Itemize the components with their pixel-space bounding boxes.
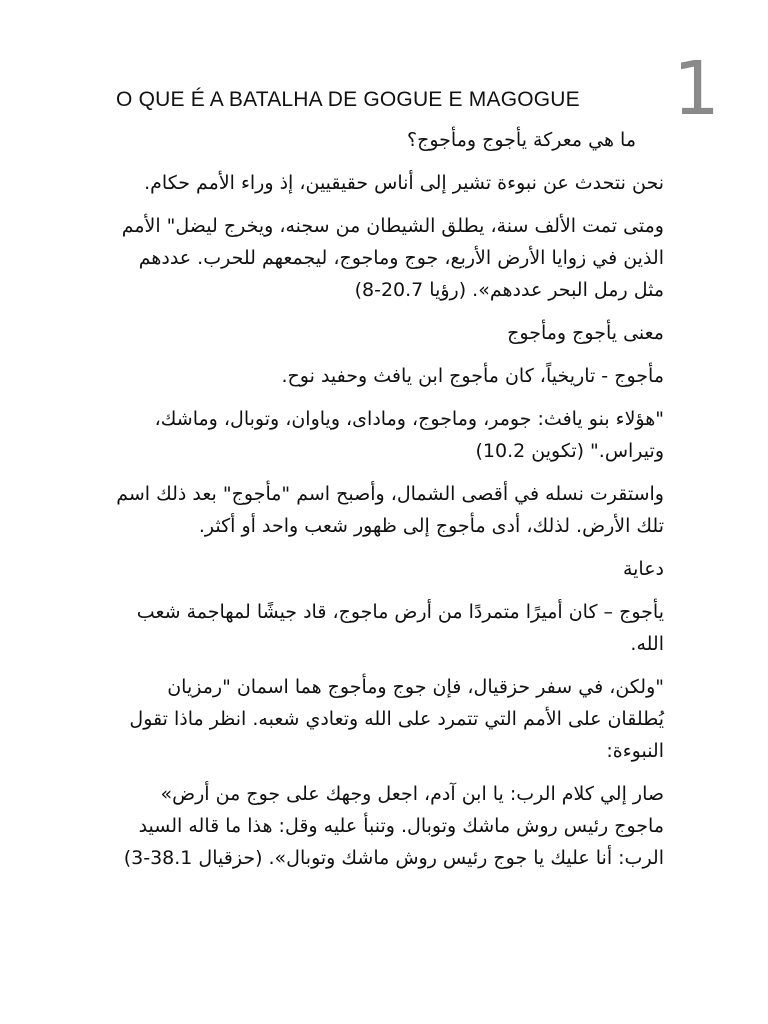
section-heading-meaning: معنى يأجوج ومأجوج (507, 322, 664, 344)
section-heading-propaganda: دعاية (622, 558, 664, 580)
page-number: 1 (672, 46, 720, 132)
paragraph-magog-history: مأجوج - تاريخياً، كان مأجوج ابن يافث وحفيد نوح. (281, 365, 664, 387)
paragraph-revelation-quote: ومتى تمت الألف سنة، يطلق الشيطان من سجنه، ويخرج ليضل" الأمم الذين في زوايا الأرض الأربع، جوج وماجوج، ليجمعهم للحرب. عددهم مثل رمل البحر عددهم». (رؤيا 20.7-8) (121, 215, 664, 301)
document-body (108, 124, 664, 885)
paragraph-ezekiel-quote: صار إلي كلام الرب: يا ابن آدم، اجعل وجهك على جوج من أرض» ماجوج رئيس روش ماشك وتوبال. وتنبأ عليه وقل: هذا ما قاله السيد الرب: أنا عليك يا جوج رئيس روش ماشك وتوبال». (حزقيال 38.1-3) (123, 783, 664, 869)
paragraph-north-settlement: واستقرت نسله في أقصى الشمال، وأصبح اسم "مأجوج" بعد ذلك اسم تلك الأرض. لذلك، أدى مأجوج إلى ظهور شعب واحد أو أكثر. (116, 483, 664, 537)
arabic-title: ما هي معركة يأجوج ومأجوج؟ (407, 129, 636, 151)
page-title: O QUE É A BATALHA DE GOGUE E MAGOGUE (116, 88, 580, 111)
paragraph-intro: نحن نتحدث عن نبوءة تشير إلى أناس حقيقيين، إذ وراء الأمم حكام. (144, 172, 664, 194)
paragraph-gog-prince: يأجوج – كان أميرًا متمردًا من أرض ماجوج، قاد جيشًا لمهاجمة شعب الله. (136, 601, 664, 655)
paragraph-genesis-quote: "هؤلاء بنو يافث: جومر، وماجوج، ومادای، وياوان، وتوبال، وماشك، وتيراس." (تكوين 10.2) (154, 408, 664, 462)
paragraph-ezekiel-symbolic: "ولكن، في سفر حزقيال، فإن جوج ومأجوج هما اسمان "رمزيان يُطلقان على الأمم التي تتمرد على الله وتعادي شعبه. انظر ماذا تقول النبوءة: (129, 676, 664, 762)
